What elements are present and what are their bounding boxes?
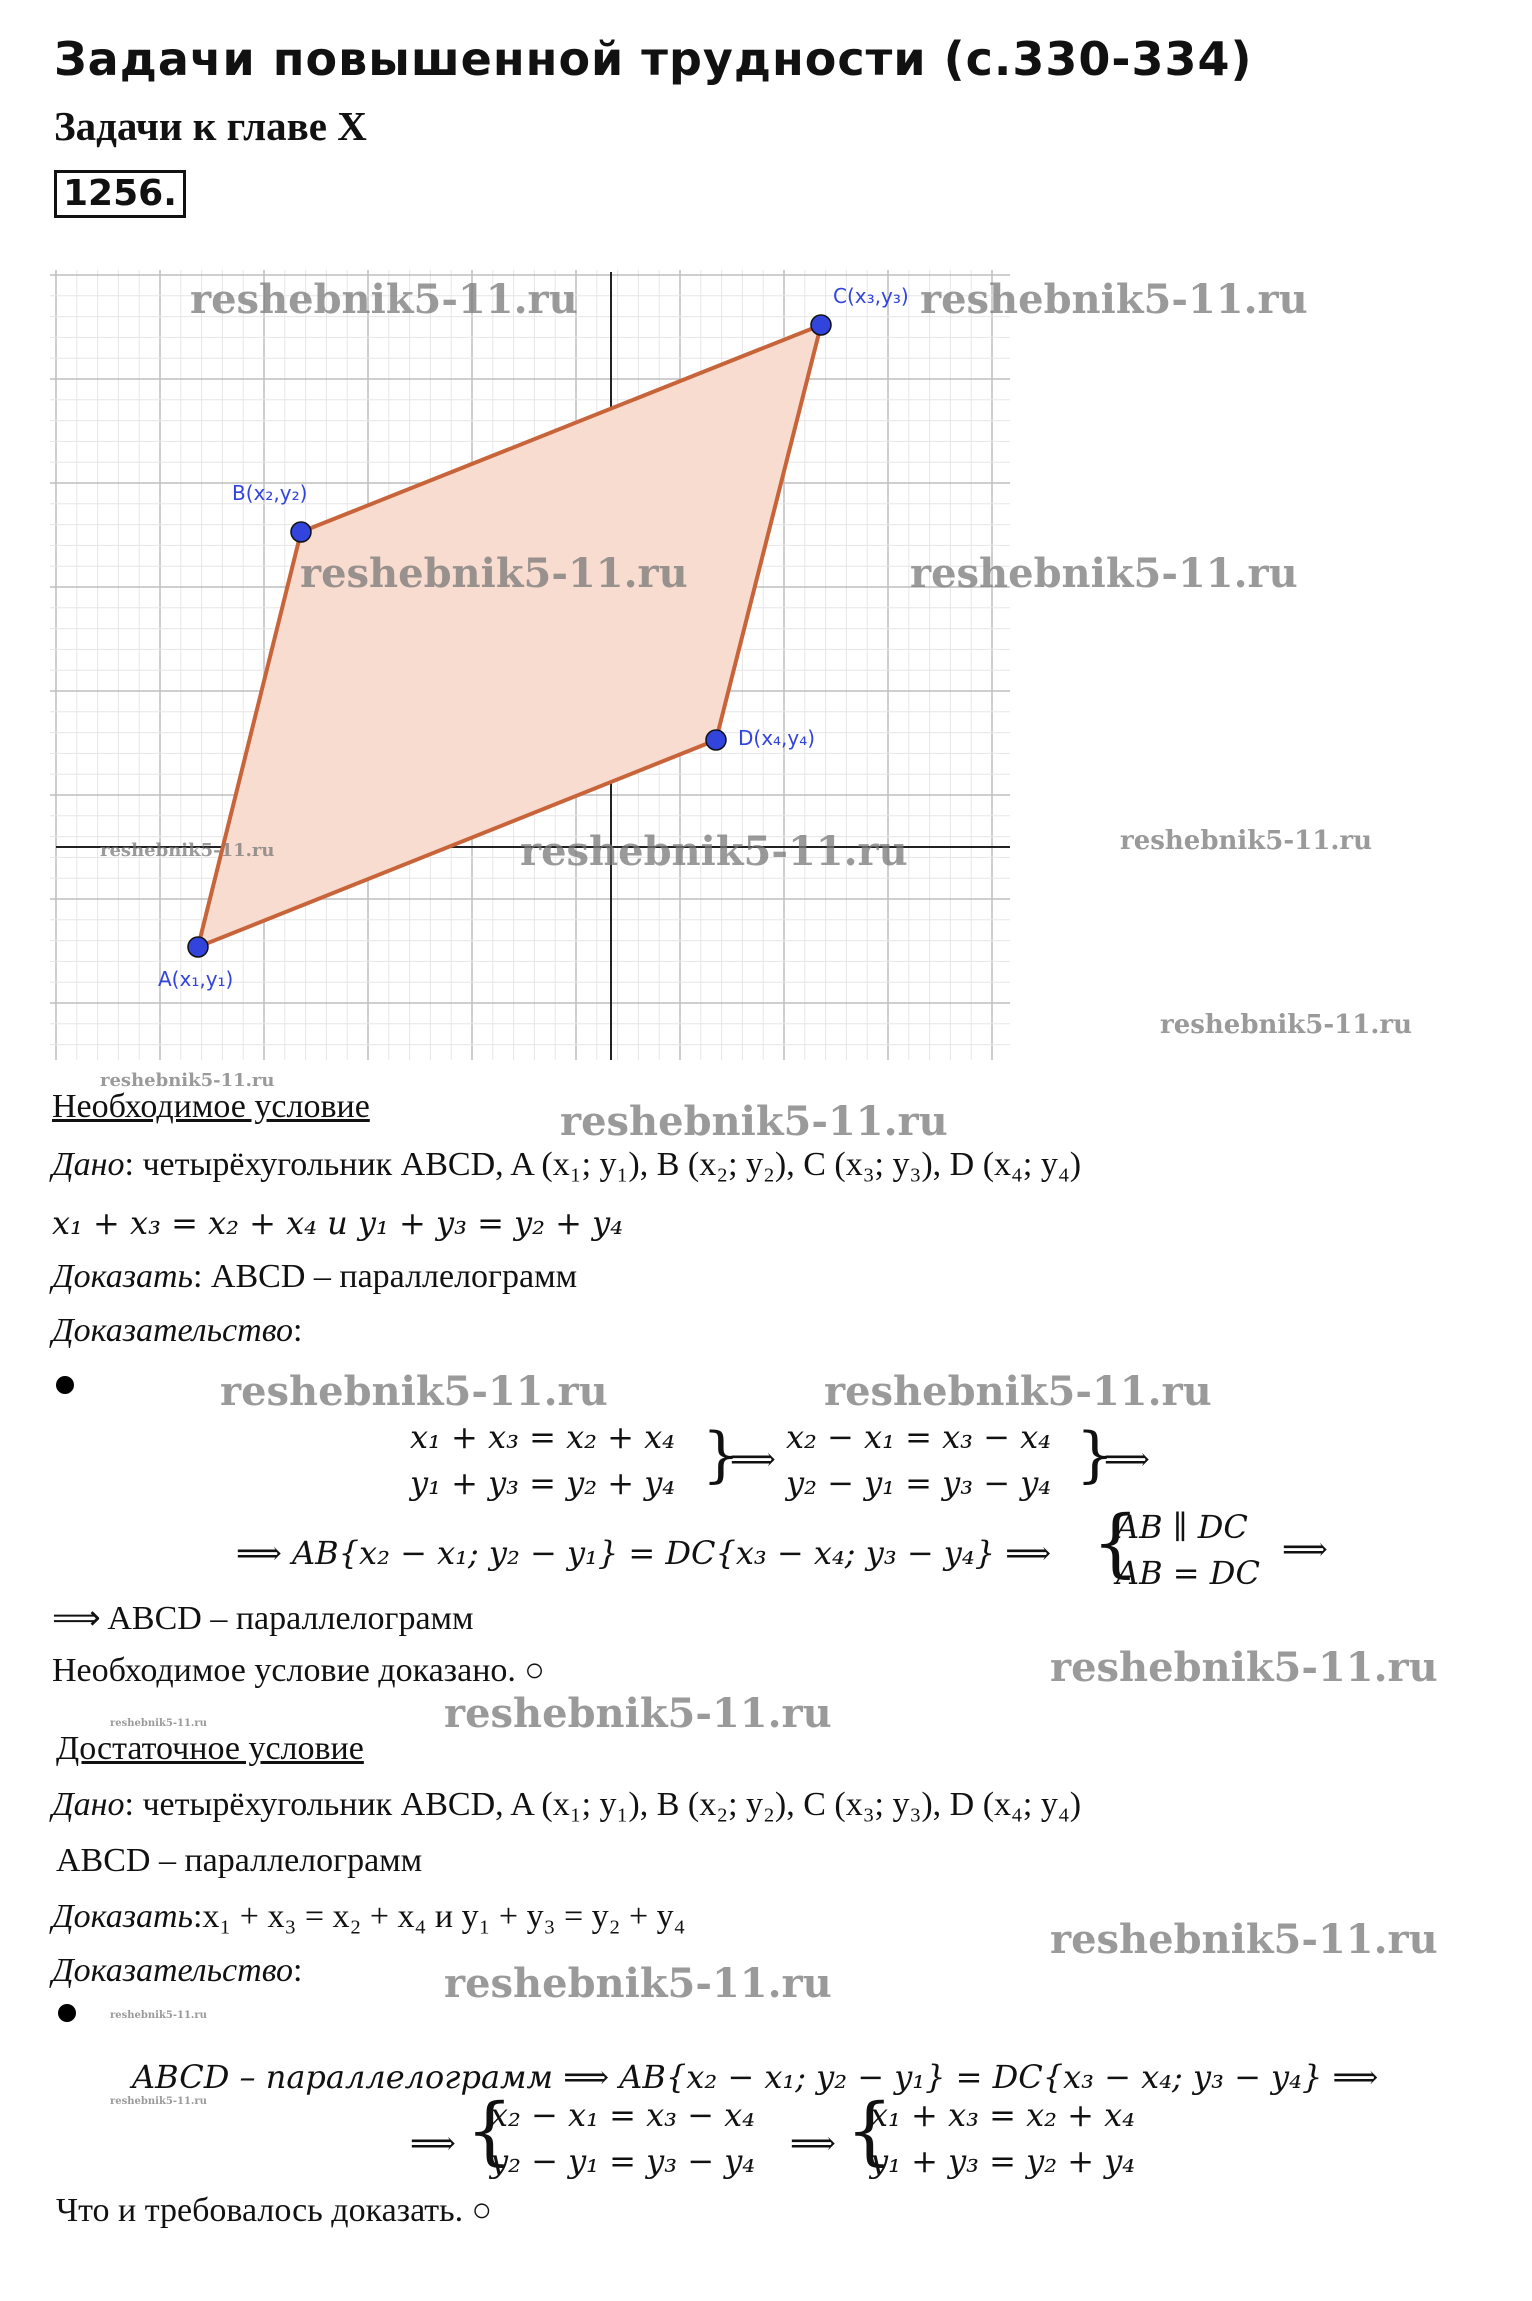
implies-arrow: ⟹ [410, 2124, 456, 2162]
implies-arrow: ⟹ [1282, 1530, 1328, 1568]
watermark: reshebnik5-11.ru [110, 2010, 207, 2021]
chapter-subtitle: Задачи к главе X [54, 103, 367, 149]
system1-line2: y₁ + y₃ = y₂ + y₄ [410, 1464, 676, 1502]
sufficient-system1-line2: y₂ − y₁ = y₃ − y₄ [490, 2142, 756, 2180]
system3-line2: AB = DC [1116, 1554, 1260, 1592]
brace-right: } [1076, 1420, 1115, 1490]
system3-line1: AB ∥ DC [1116, 1508, 1248, 1546]
label-point-a: A(x₁,y₁) [158, 967, 234, 991]
watermark: reshebnik5-11.ru [190, 276, 578, 323]
watermark: reshebnik5-11.ru [110, 2096, 207, 2107]
label-point-d: D(x₄,y₄) [738, 726, 816, 750]
bullet-marker [56, 1376, 74, 1394]
sufficient-given: Дано: четырёхугольник ABCD, A (x₁; y₁), B (x₂; y₂), C (x₃; y₃), D (x₄; y₄) [52, 1786, 1082, 1823]
necessary-given-condition: x₁ + x₃ = x₂ + x₄ и y₁ + y₃ = y₂ + y₄ [52, 1204, 624, 1242]
brace-right: } [702, 1420, 741, 1490]
watermark: reshebnik5-11.ru [560, 1098, 948, 1145]
sufficient-proof-label: Доказательство: [52, 1952, 303, 1989]
watermark: reshebnik5-11.ru [520, 828, 908, 875]
parallelogram-figure [50, 270, 1020, 1060]
point-c [811, 315, 831, 335]
watermark: reshebnik5-11.ru [1050, 1916, 1438, 1963]
sufficient-system2-line2: y₁ + y₃ = y₂ + y₄ [870, 2142, 1136, 2180]
brace-left: { [466, 2088, 514, 2174]
sufficient-prove: Доказать:x₁ + x₃ = x₂ + x₄ и y₁ + y₃ = y₂ + y₄ [52, 1898, 686, 1935]
sufficient-given-line2: ABCD – параллелограмм [56, 1842, 423, 1879]
implies-arrow: ⟹ [1104, 1440, 1150, 1478]
watermark: reshebnik5-11.ru [100, 1070, 275, 1091]
brace-left: { [1092, 1500, 1140, 1586]
watermark: reshebnik5-11.ru [444, 1960, 832, 2007]
system2-line2: y₂ − y₁ = y₃ − y₄ [786, 1464, 1052, 1502]
watermark: reshebnik5-11.ru [1050, 1644, 1438, 1691]
necessary-done: Необходимое условие доказано. ○ [52, 1652, 545, 1689]
necessary-proof-label: Доказательство: [52, 1312, 303, 1349]
necessary-conclusion: ⟹ ABCD – параллелограмм [52, 1600, 474, 1637]
necessary-prove: Доказать: ABCD – параллелограмм [52, 1258, 578, 1295]
watermark: reshebnik5-11.ru [444, 1690, 832, 1737]
sufficient-done: Что и требовалось доказать. ○ [56, 2192, 493, 2229]
implies-arrow: ⟹ [790, 2124, 836, 2162]
point-a [188, 937, 208, 957]
watermark: reshebnik5-11.ru [1120, 826, 1373, 856]
point-b [291, 522, 311, 542]
point-d [706, 730, 726, 750]
watermark: reshebnik5-11.ru [110, 1718, 207, 1729]
sufficient-system2-line1: x₁ + x₃ = x₂ + x₄ [870, 2096, 1135, 2134]
necessary-heading: Необходимое условие [52, 1088, 370, 1125]
system1-line1: x₁ + x₃ = x₂ + x₄ [410, 1418, 675, 1456]
label-point-c: C(x₃,y₃) [833, 284, 909, 308]
watermark: reshebnik5-11.ru [920, 276, 1308, 323]
watermark: reshebnik5-11.ru [100, 840, 275, 861]
vector-equality: ⟹ AB{x₂ − x₁; y₂ − y₁} = DC{x₃ − x₄; y₃ − y₄} ⟹ [236, 1534, 1052, 1572]
sufficient-system1-line1: x₂ − x₁ = x₃ − x₄ [490, 2096, 755, 2134]
page-title: Задачи повышенной трудности (с.330-334) [54, 32, 1253, 86]
bullet-marker [58, 2004, 76, 2022]
brace-left: { [846, 2088, 894, 2174]
watermark: reshebnik5-11.ru [824, 1368, 1212, 1415]
watermark: reshebnik5-11.ru [300, 550, 688, 597]
watermark: reshebnik5-11.ru [1160, 1010, 1413, 1040]
problem-number: 1256. [54, 170, 186, 218]
system2-line1: x₂ − x₁ = x₃ − x₄ [786, 1418, 1051, 1456]
watermark: reshebnik5-11.ru [910, 550, 1298, 597]
sufficient-heading: Достаточное условие [56, 1730, 364, 1767]
necessary-given: Дано: четырёхугольник ABCD, A (x₁; y₁), B (x₂; y₂), C (x₃; y₃), D (x₄; y₄) [52, 1146, 1082, 1183]
sufficient-vector-equality: ABCD – параллелограмм ⟹ AB{x₂ − x₁; y₂ − y₁} = DC{x₃ − x₄; y₃ − y₄} ⟹ [132, 2058, 1379, 2096]
watermark: reshebnik5-11.ru [220, 1368, 608, 1415]
implies-arrow: ⟹ [730, 1440, 776, 1478]
label-point-b: B(x₂,y₂) [232, 481, 308, 505]
